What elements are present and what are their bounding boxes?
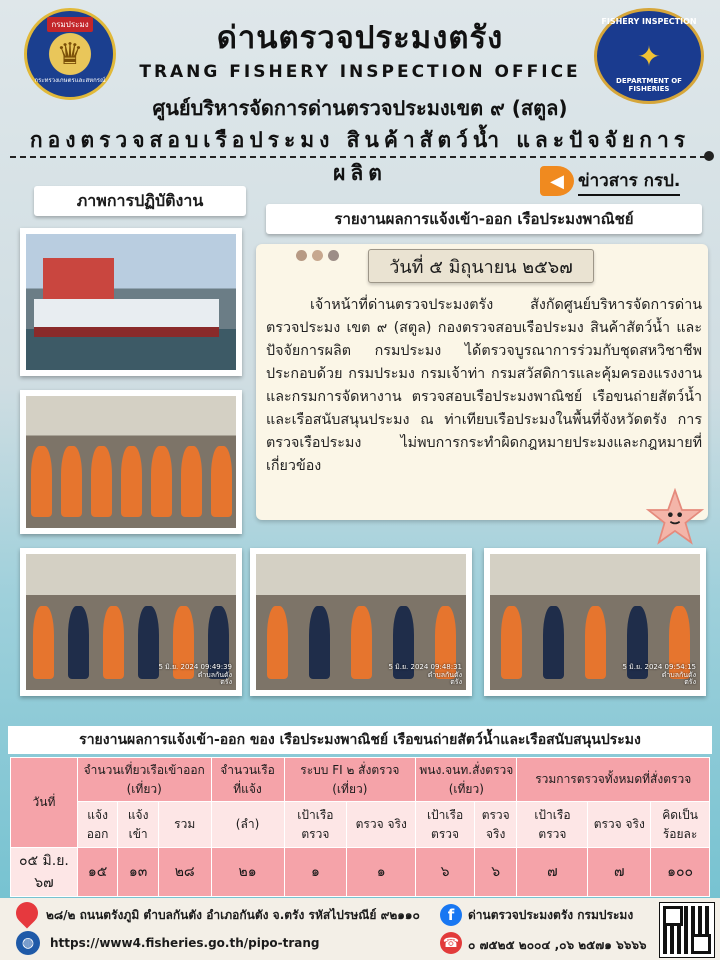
sub-in: แจ้ง เข้า	[118, 802, 159, 848]
sub-out: แจ้ง ออก	[77, 802, 118, 848]
logo-left-top-text: กรมประมง	[47, 17, 92, 32]
footer-address: ๒๘/๒ ถนนตรังภูมิ ตำบลกันตัง อำเภอกันตัง จ.ตรัง รหัสไปรษณีย์ ๙๒๑๑๐	[46, 908, 420, 922]
table-title: รายงานผลการแจ้งเข้า-ออก ของ เรือประมงพาณิชย์ เรือขนถ่ายสัตว์น้ำและเรือสนับสนุนประมง	[8, 726, 712, 754]
cell-day: ๐๕ มิ.ย. ๖๗	[11, 848, 78, 897]
cell-fi2-target: ๑	[284, 848, 347, 897]
news-label: ข่าวสาร กรป.	[578, 167, 680, 196]
cell-officer-actual: ๖	[474, 848, 517, 897]
header-trips: จำนวนเที่ยวเรือเข้าออก (เที่ยว)	[77, 758, 211, 802]
cell-total-actual: ๗	[588, 848, 651, 897]
report-heading: รายงานผลการแจ้งเข้า-ออก เรือประมงพาณิชย์	[266, 204, 702, 234]
decorative-dots	[296, 250, 339, 261]
megaphone-icon: ◀	[540, 166, 574, 196]
cell-percent: ๑๐๐	[651, 848, 710, 897]
sub-fi2-target: เป้าเรือ ตรวจ	[284, 802, 347, 848]
activities-heading: ภาพการปฏิบัติงาน	[34, 186, 246, 216]
report-date: วันที่ ๕ มิถุนายน ๒๕๖๗	[368, 249, 594, 283]
sub-sum: รวม	[158, 802, 211, 848]
globe-icon: ◍	[16, 931, 40, 955]
sub-unit: (ลำ)	[211, 802, 284, 848]
qr-code-icon[interactable]	[660, 903, 714, 957]
sub-officer-target: เป้าเรือ ตรวจ	[416, 802, 475, 848]
cell-officer-target: ๖	[416, 848, 475, 897]
photo-timestamp-1: 5 มิ.ย. 2024 09:49:39 ตำบลกันตัง ตรัง	[158, 662, 232, 687]
sub-fi2-actual: ตรวจ จริง	[347, 802, 416, 848]
cell-out: ๑๕	[77, 848, 118, 897]
facebook-icon[interactable]: f	[440, 904, 462, 926]
divider-dot	[704, 151, 714, 161]
page-title-english: TRANG FISHERY INSPECTION OFFICE	[139, 62, 581, 82]
phone-icon: ☎	[440, 932, 462, 954]
subtitle-division: กองตรวจสอบเรือประมง สินค้าสัตว์น้ำ และปัจจัยการผลิต	[29, 128, 691, 185]
emblem-icon: ♛	[56, 36, 84, 72]
sub-total-actual: ตรวจ จริง	[588, 802, 651, 848]
photo-inspection-2	[250, 548, 472, 696]
logo-right-bottom-text: DEPARTMENT OF FISHERIES	[616, 77, 682, 93]
sub-percent: คิดเป็น ร้อยละ	[651, 802, 710, 848]
header-fi2: ระบบ FI ๒ สั่งตรวจ (เที่ยว)	[284, 758, 416, 802]
fishery-inspection-logo	[594, 8, 704, 104]
header-divider	[10, 156, 706, 158]
page-title: ด่านตรวจประมงตรัง	[216, 20, 504, 56]
report-table	[10, 757, 710, 897]
sub-total-target: เป้าเรือ ตรวจ	[517, 802, 588, 848]
header-day: วันที่	[11, 758, 78, 848]
photo-inspection-3	[484, 548, 706, 696]
subtitle-center: ศูนย์บริหารจัดการด่านตรวจประมงเขต ๙ (สตูล)	[152, 96, 568, 120]
report-body: เจ้าหน้าที่ด่านตรวจประมงตรัง สังกัดศูนย์บริหารจัดการด่านตรวจประมง เขต ๙ (สตูล) กองตรวจสอบเรือประมง สินค้าสัตว์น้ำ และปัจจัยการผลิต กรมประมง ได้ตรวจบูรณาการร่วมกับชุดสหวิชาชีพ ประกอบด้วย กรมประมง กรมเจ้าท่า กรมสวัสดิการและคุ้มครองแรงงาน และกรมการจัดหางาน ตรวจสอบเรือประมงพาณิชย์ เรือขนถ่ายสัตว์น้ำและเรือสนับสนุนประมง ณ ท่าเทียบเรือประมงในพื้นที่จังหวัดตรัง การตรวจเรือประมง ไม่พบการกระทำผิดกฎหมายประมงและกฎหมายที่เกี่ยวข้อง	[266, 297, 702, 474]
photo-timestamp-3: 5 มิ.ย. 2024 09:54:15 ตำบลกันตัง ตรัง	[622, 662, 696, 687]
header-total: รวมการตรวจทั้งหมดที่สั่งตรวจ	[517, 758, 710, 802]
header-boats: จำนวนเรือ ที่แจ้ง	[211, 758, 284, 802]
department-of-fisheries-logo	[24, 8, 116, 100]
table-row	[11, 848, 710, 897]
photo-inspection-team	[20, 390, 242, 534]
photo-fishing-boat	[20, 228, 242, 376]
cell-boats: ๒๑	[211, 848, 284, 897]
cell-total-target: ๗	[517, 848, 588, 897]
cell-in: ๑๓	[118, 848, 159, 897]
starfish-icon	[644, 488, 706, 546]
footer-facebook-link[interactable]: ด่านตรวจประมงตรัง กรมประมง	[468, 908, 634, 922]
header-officer: พนง.จนท.สั่งตรวจ (เที่ยว)	[416, 758, 517, 802]
footer-phone: ๐ ๗๕๒๕ ๒๐๐๔ ,๐๖ ๒๕๗๑ ๖๖๖๖	[468, 938, 647, 952]
sub-officer-actual: ตรวจ จริง	[474, 802, 517, 848]
cell-sum: ๒๘	[158, 848, 211, 897]
wings-icon: ✦	[637, 39, 661, 73]
logo-right-top-text: FISHERY INSPECTION	[601, 17, 697, 26]
cell-fi2-actual: ๑	[347, 848, 416, 897]
photo-timestamp-2: 5 มิ.ย. 2024 09:48:31 ตำบลกันตัง ตรัง	[388, 662, 462, 687]
logo-left-bottom-text: กระทรวงเกษตรและสหกรณ์	[34, 77, 106, 84]
news-badge	[540, 166, 680, 196]
footer-website-link[interactable]: https://www4.fisheries.go.th/pipo-trang	[50, 936, 320, 950]
